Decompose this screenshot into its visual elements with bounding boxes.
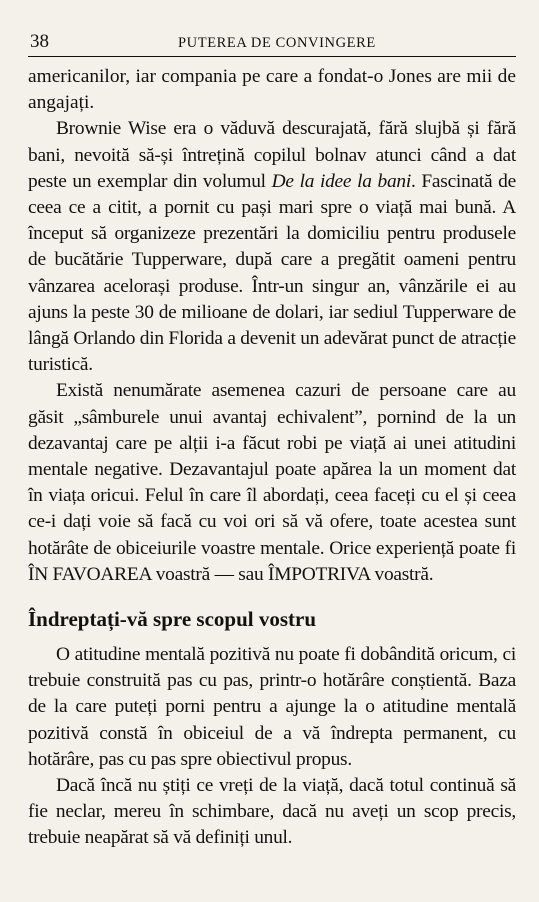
header-rule bbox=[28, 56, 516, 57]
paragraph-3: Există nenumărate asemenea cazuri de persoane care au găsit „sâmburele unui avantaj echivalent”, pornind de la un dezavantaj care pe alții i-a făcut robi pe viață ai unei atitudini mentale negative. Dezavantajul poate apărea la un moment dat în viața oricui. Felul în care îl abordați, ceea faceți cu el și ceea ce-i dați voie să facă cu voi ori să vă ofere, toate acestea sunt hotărâte de obiceiurile voastre mentale. Orice experiență poate fi ÎN FAVOAREA voastră — sau ÎMPOTRIVA voastră. bbox=[28, 380, 516, 585]
body-text bbox=[28, 64, 516, 852]
section-heading: Îndreptați-vă spre scopul vostru bbox=[28, 607, 317, 632]
paragraph-2-part-1: Brownie Wise era o văduvă descurajată, fără slujbă și fără bani, nevoită să-și întrețină copilul bolnav atunci când a dat peste un exemplar din volumul bbox=[28, 118, 516, 192]
paragraph-2 bbox=[28, 116, 516, 378]
running-title: PUTEREA DE CONVINGERE bbox=[178, 35, 376, 51]
paragraph-4: O atitudine mentală pozitivă nu poate fi dobândită oricum, ci trebuie construită pas cu pas, printr-o hotărâre conștientă. Baza de la care puteți porni pentru a ajunge la o atitudine mentală pozitivă constă în obiceiul de a vă îndrepta permanent, cu hotărâre, pas cu pas spre obiectivul propus. bbox=[28, 644, 516, 770]
page-number: 38 bbox=[30, 31, 49, 52]
running-head bbox=[30, 31, 514, 53]
paragraph-2-part-2: . Fascinată de ceea ce a citit, a pornit cu pași mari spre o viață mai bună. A început să organizeze prezentări la domiciliu pentru produsele de bucătărie Tupperware, după care a pregătit oameni pentru vânzarea acelorași produse. Într-un singur an, vânzările ei au ajuns la peste 30 de milioane de dolari, iar sediul Tupperware de lângă Orlando din Florida a devenit un adevărat punct de atracție turistică. bbox=[28, 170, 516, 376]
paragraph-5: Dacă încă nu știți ce vreți de la viață, dacă totul continuă să fie neclar, mereu în schimbare, dacă nu aveți un scop precis, trebuie neapărat să vă definiți unul. bbox=[28, 775, 516, 849]
book-title-italic: De la idee la bani bbox=[271, 170, 411, 192]
paragraph-1: americanilor, iar compania pe care a fondat-o Jones are mii de angajați. bbox=[28, 66, 516, 114]
